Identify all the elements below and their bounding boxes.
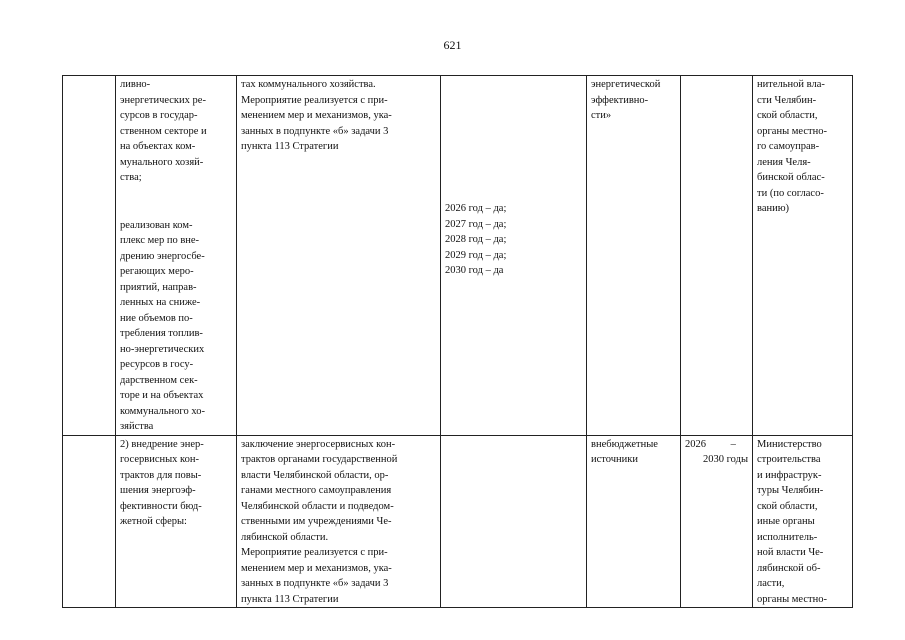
page-number: 621: [443, 38, 462, 52]
table-cell-indicator: [116, 435, 237, 608]
table-cell-indicator: [116, 76, 237, 436]
table-cell-description: [237, 76, 441, 436]
cell-text: 2) внедрение энер- госервисных кон- трактов для повы- шения энергоэф- фективности бюд- жетной сферы:: [120, 438, 204, 527]
table-cell-responsible: [753, 76, 853, 436]
table-cell-source: [587, 435, 681, 608]
cell-text: реализован ком- плекс мер по вне- дрению энергосбе- регающих меро- приятий, направ- ленных на сниже- ние объемов по- требления топлив- но-энергетических ресурсов в госу- дарственном сек- торе и на объектах коммунального хо- зяйства: [120, 219, 205, 432]
measures-table: [62, 75, 853, 608]
table-cell-number: [63, 435, 116, 608]
cell-text: тах коммунального хозяйства. Мероприятие реализуется с при- менением мер и механизмов, ука- занных в подпункте «б» задачи 3 пункта 113 Стратегии: [241, 79, 392, 152]
table-cell-period: [681, 76, 753, 436]
table-cell-values: [441, 76, 587, 436]
cell-text: внебюджетные источники: [591, 438, 658, 465]
period-line: [685, 437, 748, 453]
cell-text: Министерство строительства и инфраструк- туры Челябин- ской области, иные органы исполнитель- ной власти Че- лябинской об- ласти, органы местно-: [757, 438, 827, 605]
table-cell-period: [681, 435, 753, 608]
table-cell-responsible: [753, 435, 853, 608]
cell-text: 2026 –: [685, 438, 736, 450]
cell-spacer: [445, 77, 582, 201]
table-row: [63, 76, 853, 436]
cell-spacer: [120, 186, 232, 218]
table-cell-description: [237, 435, 441, 608]
table-cell-number: [63, 76, 116, 436]
cell-text: нительной вла- сти Челябин- ской области, органы местно- го самоуправ- ления Челя- бинской облас- ти (по согласо- ванию): [757, 79, 827, 214]
cell-text: ливно- энергетических ре- сурсов в государ- ственном секторе и на объектах ком- мунального хозяй- ства;: [120, 79, 207, 183]
cell-text: 2026 год – да; 2027 год – да; 2028 год – да; 2029 год – да; 2030 год – да: [445, 203, 507, 276]
cell-text: энергетической эффективно- сти»: [591, 79, 661, 121]
table-row: [63, 435, 853, 608]
table-cell-source: [587, 76, 681, 436]
cell-text: заключение энергосервисных кон- трактов органами государственной власти Челябинской области, ор- ганами местного самоуправления Челябинской области и подведом- ственными им учреждениями Че- лябинской области. Мероприятие реализуется с при- менением мер и механизмов, ука- занных в подпункте «б» задачи 3 пункта 113 Стратегии: [241, 438, 398, 605]
table-cell-values: [441, 435, 587, 608]
cell-text: 2030 годы: [702, 454, 748, 465]
